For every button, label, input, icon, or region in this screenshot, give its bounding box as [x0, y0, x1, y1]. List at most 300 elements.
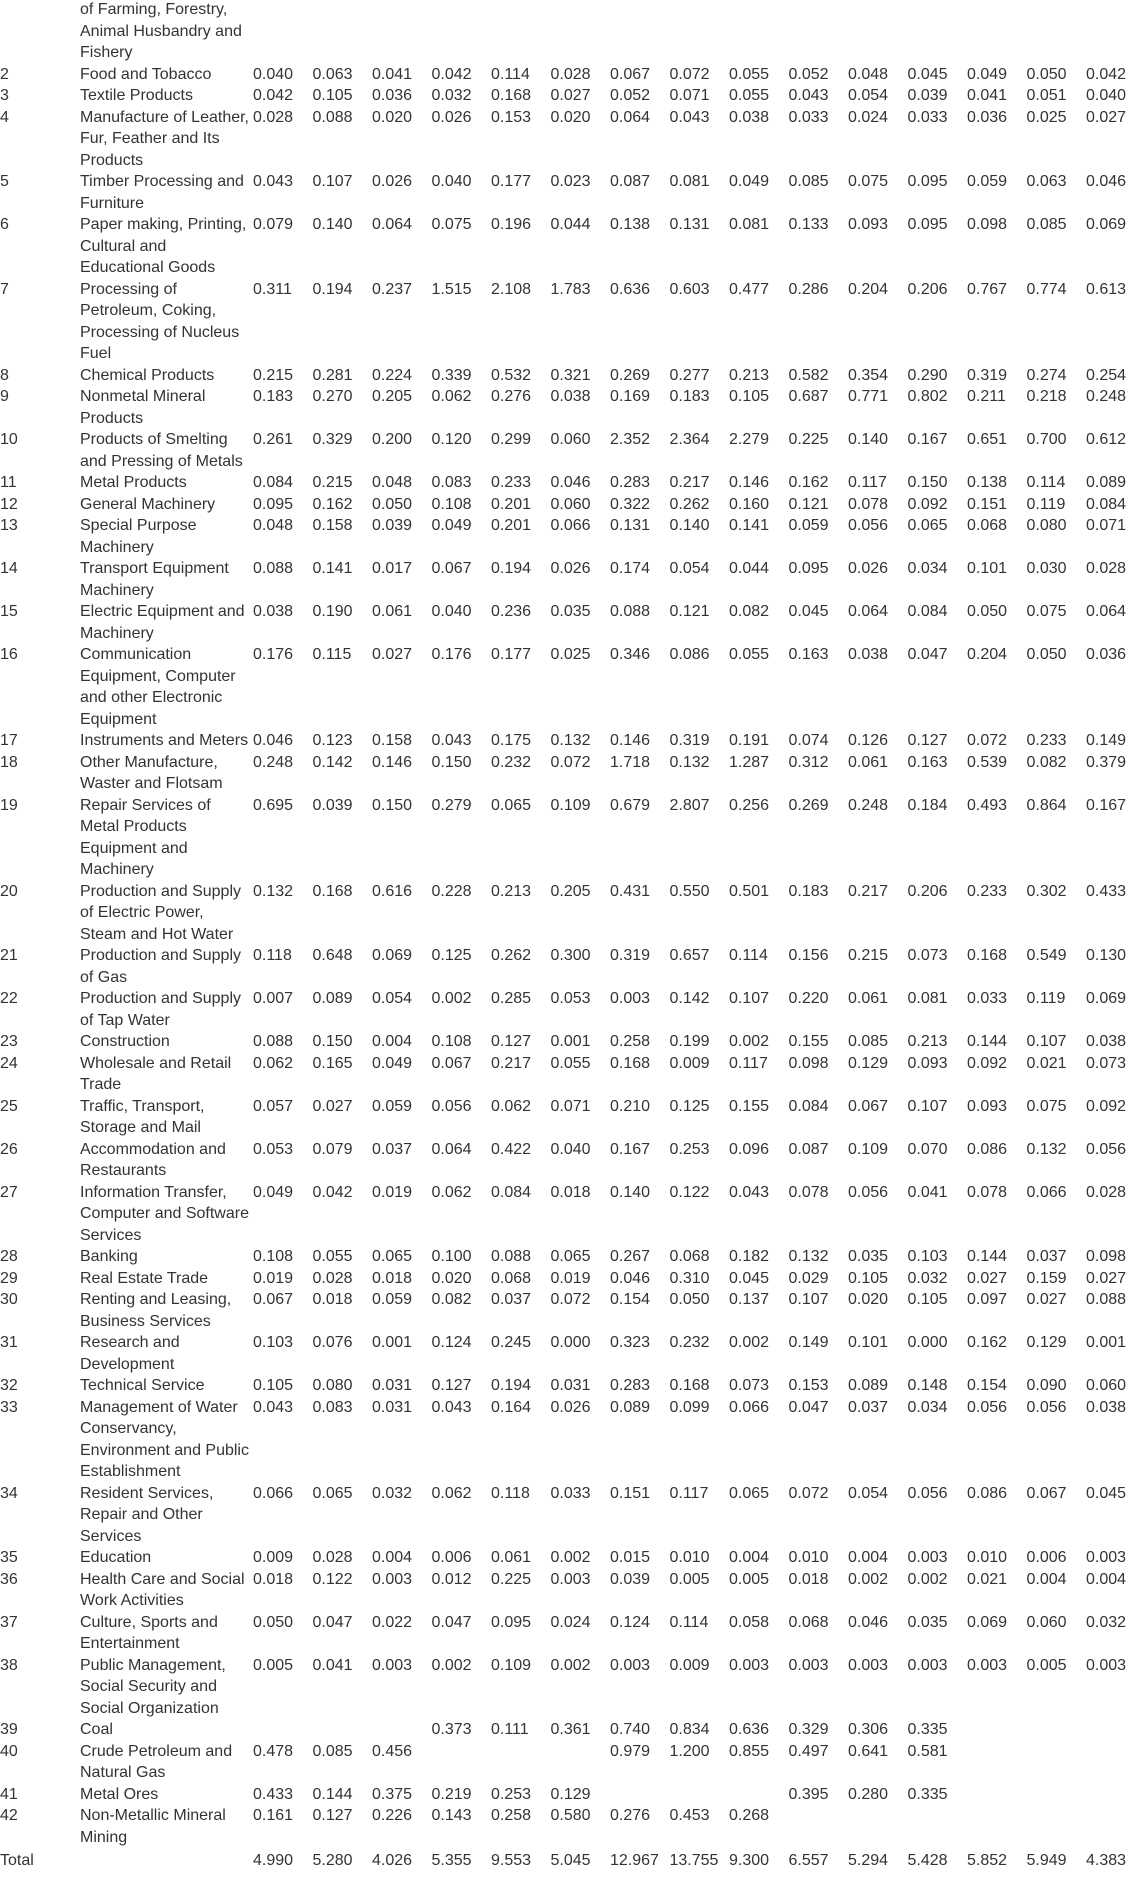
value-cell: 0.549 — [1026, 947, 1067, 964]
table-row — [0, 214, 1145, 279]
value-cell: 0.068 — [491, 1269, 532, 1287]
value-cell: 0.040 — [1086, 87, 1127, 104]
value-cell: 0.073 — [907, 947, 948, 964]
value-cell: 0.132 — [253, 882, 294, 900]
value-cell: 0.028 — [312, 1269, 353, 1287]
value-cell: 0.164 — [491, 1398, 532, 1416]
row-number: 19 — [0, 796, 18, 814]
value-cell: 0.228 — [431, 882, 472, 900]
sector-name: Accommodation and Restaurants — [80, 1140, 226, 1179]
value-cell: 0.041 — [907, 1183, 948, 1201]
value-cell: 0.026 — [848, 560, 889, 577]
table-row — [0, 85, 1145, 107]
value-cell: 0.127 — [907, 732, 948, 749]
value-cell: 0.050 — [1026, 65, 1067, 83]
value-cell: 0.107 — [1026, 1033, 1067, 1050]
table-row — [0, 1547, 1145, 1569]
value-cell: 0.050 — [967, 603, 1008, 620]
value-cell: 0.119 — [1026, 990, 1066, 1007]
value-cell: 0.248 — [253, 753, 294, 771]
value-cell: 0.061 — [848, 753, 889, 771]
value-cell: 0.127 — [312, 1807, 353, 1824]
value-cell: 0.095 — [491, 1613, 532, 1631]
table-row — [0, 988, 1145, 1031]
value-cell: 0.087 — [610, 173, 651, 190]
row-number: 29 — [0, 1269, 18, 1287]
value-cell: 0.026 — [431, 108, 472, 126]
value-cell — [848, 1805, 908, 1848]
row-number: 5 — [0, 173, 9, 190]
sector-name: Repair Services of Metal Products Equipment and Machinery — [80, 796, 211, 878]
value-cell: 0.040 — [431, 173, 472, 190]
value-cell: 0.225 — [788, 431, 829, 448]
value-cell: 0.055 — [550, 1054, 591, 1072]
value-cell: 0.027 — [1086, 1269, 1127, 1287]
value-cell: 0.067 — [610, 65, 651, 83]
table-row — [0, 64, 1145, 86]
value-cell: 0.281 — [312, 366, 353, 384]
value-cell: 0.285 — [491, 990, 532, 1007]
value-cell: 0.215 — [253, 366, 294, 384]
value-cell: 0.105 — [907, 1291, 948, 1308]
value-cell: 0.004 — [372, 1549, 413, 1566]
value-cell: 0.010 — [788, 1549, 829, 1566]
value-cell: 0.478 — [253, 1742, 294, 1760]
sector-name: Paper making, Printing, Cultural and Educational Goods — [80, 216, 247, 276]
row-number: 15 — [0, 603, 18, 620]
value-cell — [789, 1805, 849, 1848]
value-cell: 0.080 — [1026, 517, 1067, 534]
sector-name: Other Manufacture, Waster and Flotsam — [80, 753, 223, 792]
value-cell: 0.161 — [253, 1807, 294, 1824]
value-cell: 0.090 — [1026, 1377, 1067, 1394]
value-cell: 0.063 — [1026, 173, 1067, 190]
value-cell: 0.059 — [788, 517, 829, 534]
value-cell — [967, 1805, 1027, 1848]
value-cell: 0.248 — [1086, 388, 1127, 405]
total-value-cell: 5.280 — [312, 1852, 353, 1869]
value-cell — [313, 0, 373, 64]
value-cell: 0.501 — [729, 882, 770, 900]
value-cell: 0.051 — [1026, 87, 1067, 104]
value-cell — [729, 1784, 789, 1806]
value-cell: 0.041 — [967, 87, 1008, 104]
value-cell: 0.262 — [669, 495, 710, 513]
value-cell: 0.167 — [1086, 796, 1127, 814]
value-cell: 0.636 — [610, 280, 651, 298]
value-cell — [967, 0, 1027, 64]
value-cell: 0.774 — [1026, 280, 1067, 298]
value-cell: 0.165 — [312, 1054, 353, 1072]
value-cell: 0.068 — [669, 1248, 710, 1265]
value-cell: 0.050 — [669, 1291, 710, 1308]
value-cell: 0.055 — [312, 1248, 353, 1265]
value-cell: 0.039 — [372, 517, 413, 534]
value-cell: 0.068 — [967, 517, 1008, 534]
value-cell: 0.199 — [669, 1033, 710, 1050]
value-cell — [313, 1719, 373, 1741]
value-cell: 0.111 — [491, 1721, 529, 1738]
value-cell: 0.140 — [848, 431, 889, 448]
value-cell: 0.038 — [1086, 1033, 1127, 1050]
value-cell: 0.084 — [1086, 495, 1127, 513]
total-value-cell: 4.026 — [372, 1852, 413, 1869]
value-cell: 1.200 — [669, 1742, 710, 1760]
value-cell: 0.142 — [669, 990, 710, 1007]
value-cell: 0.258 — [491, 1807, 532, 1824]
value-cell: 0.300 — [550, 947, 591, 964]
value-cell: 0.603 — [669, 280, 710, 298]
value-cell: 0.306 — [848, 1721, 889, 1738]
sector-name: Timber Processing and Furniture — [80, 173, 244, 212]
value-cell: 0.109 — [491, 1656, 532, 1674]
value-cell: 0.740 — [610, 1721, 651, 1738]
table-row — [0, 644, 1145, 730]
value-cell: 0.043 — [431, 732, 472, 749]
value-cell: 0.103 — [253, 1334, 294, 1351]
value-cell: 0.048 — [372, 474, 413, 491]
value-cell: 0.323 — [610, 1334, 651, 1351]
value-cell — [729, 0, 789, 64]
value-cell: 0.117 — [669, 1484, 709, 1502]
row-number: 30 — [0, 1291, 18, 1308]
value-cell: 0.329 — [788, 1721, 829, 1738]
value-cell: 0.043 — [669, 108, 710, 126]
value-cell: 0.042 — [253, 87, 294, 104]
sector-name: Food and Tobacco — [80, 65, 212, 83]
value-cell: 0.037 — [848, 1398, 889, 1416]
sector-name: Research and Development — [80, 1334, 180, 1373]
value-cell: 0.648 — [312, 947, 353, 964]
value-cell: 0.021 — [1026, 1054, 1067, 1072]
value-cell: 0.088 — [253, 1033, 294, 1050]
value-cell: 0.088 — [312, 108, 353, 126]
row-number — [0, 0, 80, 64]
sector-name: Communication Equipment, Computer and other Electronic Equipment — [80, 646, 236, 728]
table-row — [0, 0, 1145, 64]
row-number: 2 — [0, 65, 9, 83]
value-cell: 0.069 — [1086, 216, 1127, 233]
value-cell: 0.074 — [788, 732, 829, 749]
value-cell: 0.050 — [253, 1613, 294, 1631]
value-cell: 0.036 — [967, 108, 1008, 126]
value-cell: 0.162 — [788, 474, 829, 491]
value-cell: 0.213 — [491, 882, 532, 900]
sector-name: of Farming, Forestry, Animal Husbandry and Fishery — [80, 1, 242, 61]
value-cell: 0.075 — [431, 216, 472, 233]
value-cell: 0.097 — [967, 1291, 1008, 1308]
value-cell: 0.043 — [729, 1183, 770, 1201]
value-cell: 0.001 — [372, 1334, 413, 1351]
value-cell: 0.060 — [550, 431, 591, 448]
value-cell: 0.107 — [729, 990, 770, 1007]
value-cell: 0.177 — [491, 173, 532, 190]
value-cell: 0.213 — [907, 1033, 948, 1050]
sector-name: Public Management, Social Security and Social Organization — [80, 1656, 226, 1717]
value-cell: 0.043 — [431, 1398, 472, 1416]
value-cell: 0.001 — [550, 1033, 591, 1050]
value-cell: 2.807 — [669, 796, 710, 814]
value-cell: 0.107 — [788, 1291, 829, 1308]
value-cell: 0.054 — [848, 1484, 889, 1502]
value-cell: 0.126 — [848, 732, 889, 749]
value-cell: 0.088 — [253, 560, 294, 577]
table-row — [0, 1741, 1145, 1784]
value-cell: 0.215 — [312, 474, 353, 491]
table-row — [0, 1719, 1145, 1741]
value-cell: 0.084 — [253, 474, 294, 491]
value-cell: 0.233 — [491, 474, 532, 491]
value-cell: 0.002 — [431, 1656, 472, 1674]
value-cell: 0.130 — [1086, 947, 1127, 964]
value-cell: 0.058 — [729, 1613, 770, 1631]
value-cell: 0.236 — [491, 603, 532, 620]
value-cell: 0.286 — [788, 280, 829, 298]
value-cell: 0.137 — [729, 1291, 770, 1308]
value-cell: 0.019 — [253, 1269, 294, 1287]
value-cell: 0.026 — [550, 1398, 591, 1416]
value-cell: 0.015 — [610, 1549, 651, 1566]
row-number: 18 — [0, 753, 18, 771]
value-cell: 0.375 — [372, 1785, 413, 1803]
value-cell: 0.129 — [1026, 1334, 1067, 1351]
total-value-cell: 5.294 — [848, 1852, 889, 1869]
sector-name: Metal Products — [80, 474, 187, 491]
value-cell: 0.056 — [1026, 1398, 1067, 1416]
row-number: 41 — [0, 1785, 18, 1803]
value-cell: 0.127 — [491, 1033, 532, 1050]
value-cell — [253, 0, 313, 64]
value-cell: 0.067 — [431, 1054, 472, 1072]
value-cell: 0.047 — [788, 1398, 829, 1416]
value-cell: 0.045 — [788, 603, 829, 620]
value-cell: 0.151 — [967, 495, 1008, 513]
value-cell: 0.149 — [1086, 732, 1127, 749]
value-cell: 0.269 — [788, 796, 829, 814]
value-cell: 0.065 — [729, 1484, 770, 1502]
value-cell: 0.056 — [907, 1484, 948, 1502]
value-cell — [551, 1741, 611, 1784]
table-row — [0, 881, 1145, 946]
table-row — [0, 515, 1145, 558]
value-cell: 0.020 — [550, 108, 591, 126]
value-cell: 0.132 — [550, 732, 591, 749]
value-cell: 0.059 — [372, 1097, 413, 1115]
value-cell: 0.612 — [1086, 431, 1127, 448]
value-cell: 0.095 — [907, 173, 948, 190]
value-cell — [1086, 1719, 1145, 1741]
value-cell: 0.078 — [967, 1183, 1008, 1201]
value-cell: 0.023 — [550, 173, 591, 190]
row-number: 23 — [0, 1033, 18, 1050]
sector-name: Traffic, Transport, Storage and Mail — [80, 1097, 205, 1136]
value-cell: 0.183 — [788, 882, 829, 900]
sector-name: Products of Smelting and Pressing of Metals — [80, 431, 243, 470]
value-cell: 0.004 — [1086, 1570, 1127, 1588]
value-cell — [253, 1719, 313, 1741]
value-cell: 0.217 — [491, 1054, 532, 1072]
value-cell: 0.177 — [491, 646, 532, 663]
value-cell: 0.031 — [550, 1377, 591, 1394]
value-cell — [432, 0, 492, 64]
sector-name: Culture, Sports and Entertainment — [80, 1613, 218, 1652]
table-row — [0, 1483, 1145, 1548]
value-cell: 0.206 — [907, 280, 948, 298]
total-name-spacer — [80, 1848, 253, 1872]
value-cell: 0.155 — [729, 1097, 770, 1115]
value-cell: 0.042 — [1086, 65, 1127, 83]
value-cell: 0.146 — [610, 732, 651, 749]
value-cell: 0.310 — [669, 1269, 710, 1287]
value-cell — [1086, 1741, 1145, 1784]
value-cell: 0.035 — [907, 1613, 948, 1631]
value-cell: 0.038 — [729, 108, 770, 126]
value-cell: 0.019 — [550, 1269, 591, 1287]
value-cell: 0.219 — [431, 1785, 472, 1803]
value-cell: 0.055 — [729, 646, 770, 663]
value-cell: 0.169 — [610, 388, 651, 405]
value-cell: 0.107 — [907, 1097, 948, 1115]
value-cell: 0.044 — [550, 216, 591, 233]
value-cell: 0.194 — [312, 280, 353, 298]
value-cell: 0.060 — [1086, 1377, 1127, 1394]
value-cell: 0.204 — [967, 646, 1008, 663]
value-cell: 0.168 — [967, 947, 1008, 964]
value-cell: 0.080 — [312, 1377, 353, 1394]
value-cell: 0.114 — [669, 1613, 709, 1631]
value-cell: 0.078 — [848, 495, 889, 513]
total-value-cell: 9.300 — [729, 1852, 770, 1869]
value-cell: 0.613 — [1086, 280, 1127, 298]
total-value-cell: 5.428 — [907, 1852, 948, 1869]
value-cell: 0.098 — [788, 1054, 829, 1072]
value-cell: 0.084 — [491, 1183, 532, 1201]
value-cell: 0.232 — [669, 1334, 710, 1351]
sector-name: Textile Products — [80, 87, 193, 104]
value-cell: 0.001 — [1086, 1334, 1127, 1351]
row-number: 24 — [0, 1054, 18, 1072]
table-row — [0, 1332, 1145, 1375]
value-cell: 0.127 — [431, 1377, 472, 1394]
value-cell: 0.049 — [967, 65, 1008, 83]
value-cell — [967, 1784, 1027, 1806]
value-cell: 0.105 — [312, 87, 353, 104]
total-value-cell: 4.990 — [253, 1852, 294, 1869]
value-cell: 0.027 — [550, 87, 591, 104]
value-cell: 0.099 — [669, 1398, 710, 1416]
value-cell: 0.267 — [610, 1248, 651, 1265]
value-cell: 0.108 — [431, 495, 472, 513]
value-cell: 0.021 — [967, 1570, 1008, 1588]
value-cell: 0.020 — [372, 108, 413, 126]
sector-name: Coal — [80, 1721, 113, 1738]
value-cell: 0.082 — [1026, 753, 1067, 771]
value-cell — [1027, 1784, 1087, 1806]
value-cell: 0.028 — [1086, 560, 1127, 577]
value-cell: 0.133 — [788, 216, 829, 233]
sector-name: Chemical Products — [80, 366, 215, 384]
value-cell: 0.122 — [669, 1183, 710, 1201]
value-cell: 0.119 — [1026, 495, 1066, 513]
table-row — [0, 279, 1145, 365]
value-cell: 0.028 — [253, 108, 294, 126]
value-cell: 0.085 — [1026, 216, 1067, 233]
value-cell: 0.004 — [848, 1549, 889, 1566]
value-cell: 0.003 — [610, 1656, 651, 1674]
value-cell: 0.168 — [669, 1377, 710, 1394]
row-number: 36 — [0, 1570, 18, 1588]
value-cell: 0.122 — [312, 1570, 353, 1588]
value-cell: 0.085 — [788, 173, 829, 190]
value-cell: 0.089 — [312, 990, 353, 1007]
value-cell: 0.060 — [1026, 1613, 1067, 1631]
row-number: 31 — [0, 1334, 18, 1351]
value-cell: 0.045 — [907, 65, 948, 83]
value-cell: 0.065 — [550, 1248, 591, 1265]
value-cell: 0.283 — [610, 474, 651, 491]
value-cell: 0.144 — [967, 1033, 1008, 1050]
value-cell: 0.006 — [1026, 1549, 1067, 1566]
value-cell: 0.038 — [1086, 1398, 1127, 1416]
value-cell: 0.002 — [550, 1656, 591, 1674]
value-cell — [1027, 1741, 1087, 1784]
value-cell: 0.217 — [669, 474, 710, 491]
value-cell — [491, 0, 551, 64]
value-cell: 0.261 — [253, 431, 294, 448]
row-number: 7 — [0, 280, 9, 298]
value-cell: 0.117 — [848, 474, 887, 491]
value-cell — [1027, 1719, 1087, 1741]
value-cell: 0.002 — [431, 990, 472, 1007]
row-number: 42 — [0, 1807, 18, 1824]
value-cell: 0.002 — [729, 1033, 770, 1050]
value-cell — [491, 1741, 551, 1784]
value-cell: 0.005 — [669, 1570, 710, 1588]
value-cell: 0.159 — [1026, 1269, 1067, 1287]
value-cell: 0.057 — [253, 1097, 294, 1115]
table-row — [0, 945, 1145, 988]
sector-name: Resident Services, Repair and Other Services — [80, 1484, 214, 1545]
value-cell: 0.220 — [788, 990, 829, 1007]
value-cell: 0.062 — [431, 388, 472, 405]
value-cell: 0.270 — [312, 388, 353, 405]
value-cell: 0.061 — [491, 1549, 532, 1566]
value-cell: 0.098 — [1086, 1248, 1127, 1265]
table-row — [0, 795, 1145, 881]
row-number: 11 — [0, 474, 17, 491]
value-cell: 0.211 — [967, 388, 1006, 405]
value-cell: 0.092 — [1086, 1097, 1127, 1115]
value-cell: 0.141 — [729, 517, 770, 534]
value-cell: 0.493 — [967, 796, 1008, 814]
value-cell: 0.163 — [788, 646, 829, 663]
value-cell: 0.129 — [848, 1054, 889, 1072]
value-cell: 0.834 — [669, 1721, 710, 1738]
value-cell: 0.003 — [788, 1656, 829, 1674]
value-cell: 0.033 — [967, 990, 1008, 1007]
value-cell — [610, 1784, 670, 1806]
value-cell: 1.718 — [610, 753, 651, 771]
value-cell: 0.061 — [848, 990, 889, 1007]
value-cell: 0.027 — [372, 646, 413, 663]
value-cell: 0.003 — [372, 1656, 413, 1674]
value-cell: 0.095 — [907, 216, 948, 233]
value-cell: 0.009 — [253, 1549, 294, 1566]
value-cell: 0.072 — [550, 753, 591, 771]
value-cell — [1086, 0, 1145, 64]
table-row — [0, 1289, 1145, 1332]
total-label: Total — [0, 1852, 34, 1869]
